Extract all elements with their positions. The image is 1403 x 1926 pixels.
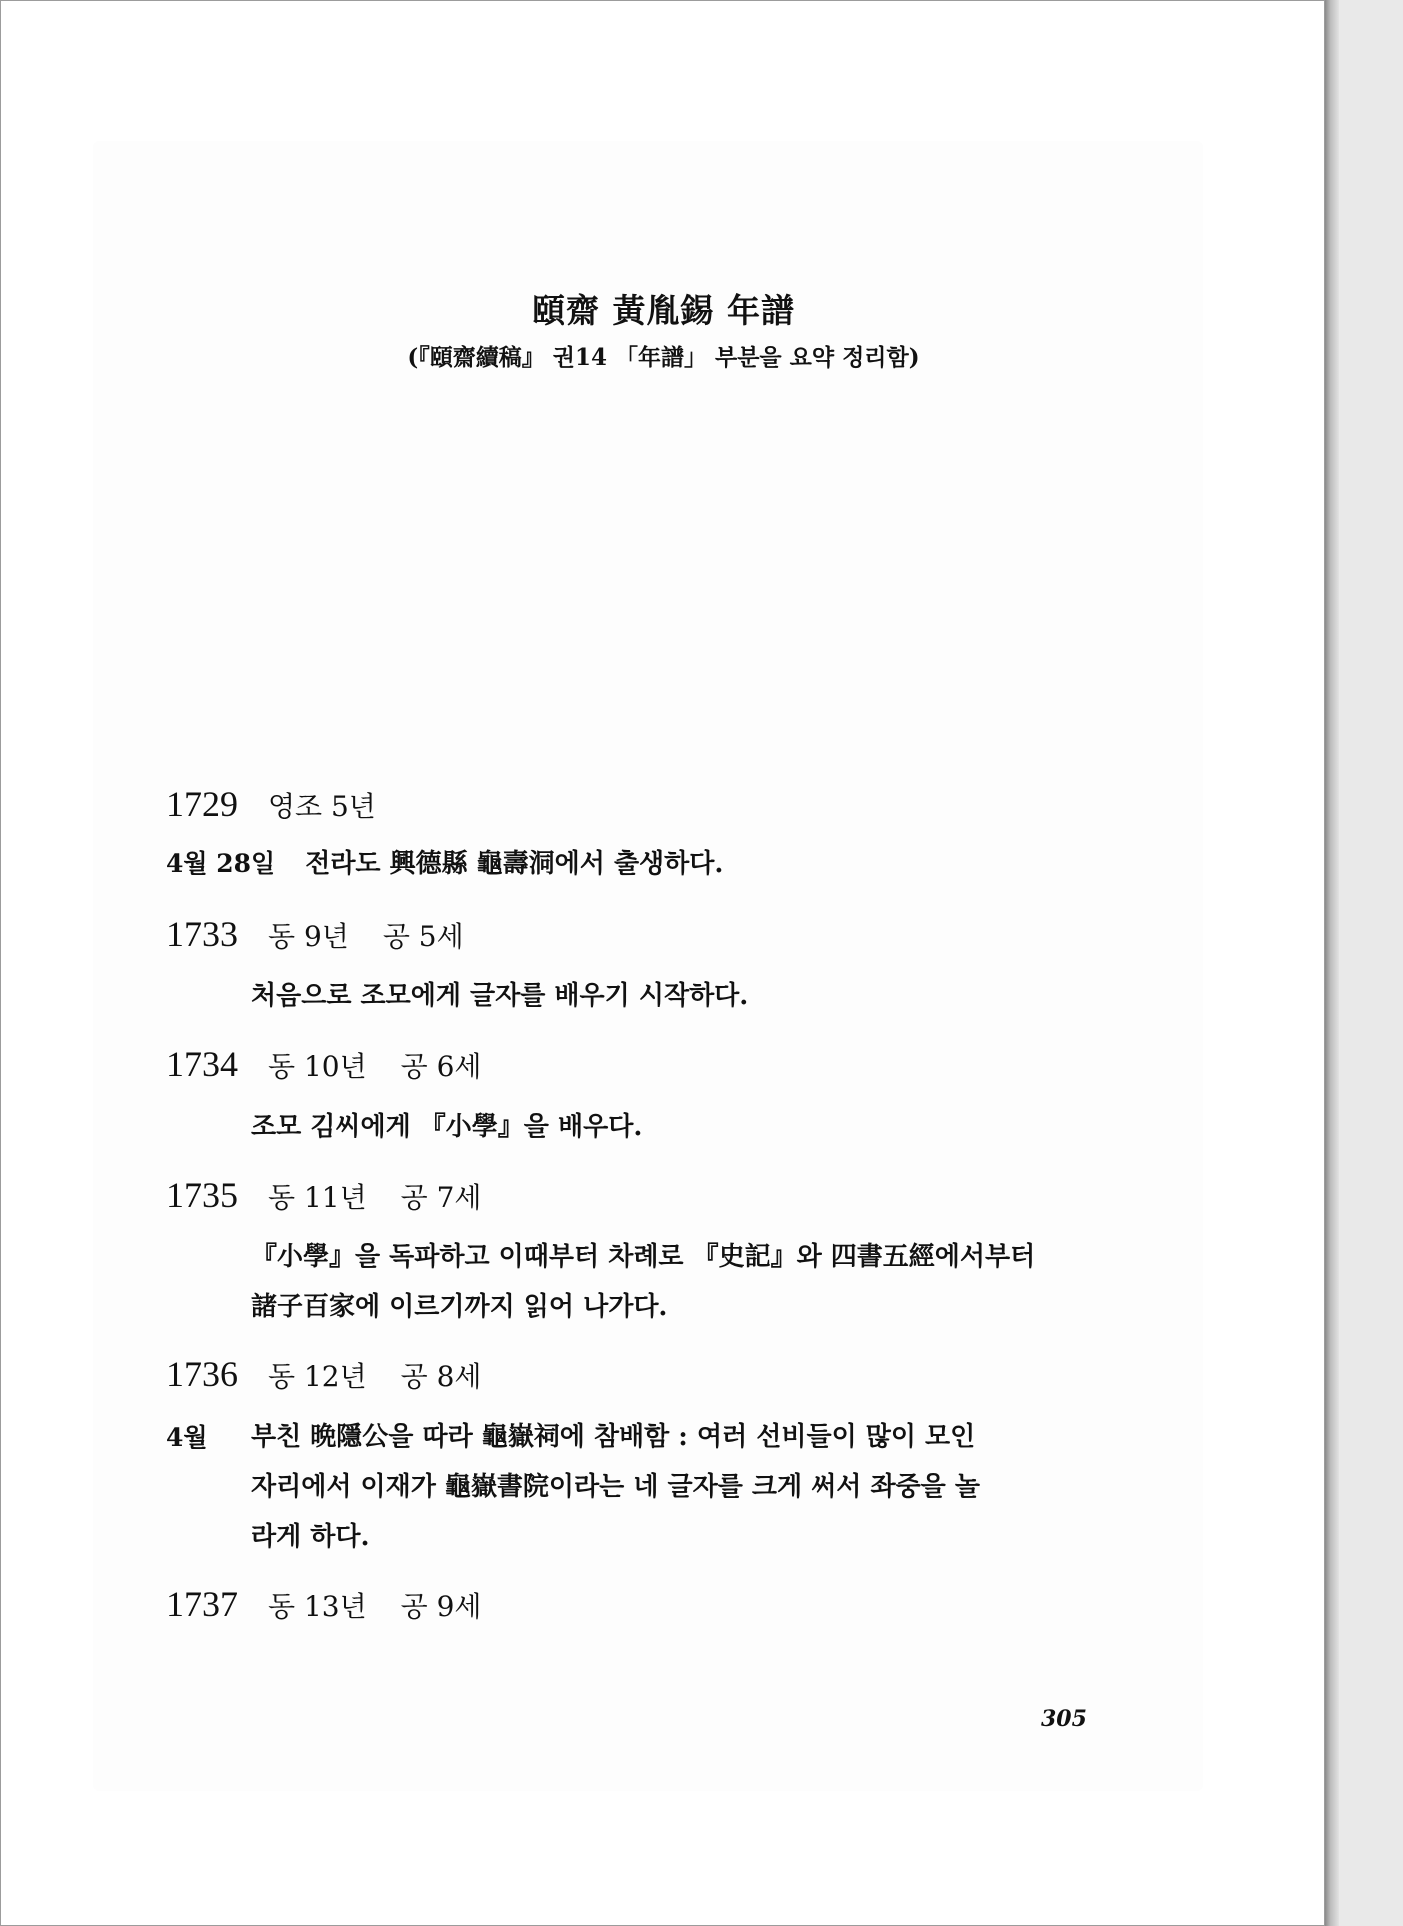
entry-heading: [166, 783, 410, 825]
entry-line: [166, 843, 723, 880]
entry-year: 1734: [166, 1044, 238, 1084]
entry-text: 처음으로 조모에게 글자를 배우기 시작하다.: [251, 981, 749, 1011]
entry-text: 諸子百家에 이르기까지 읽어 나가다.: [251, 1292, 668, 1322]
entry-year: 1729: [166, 784, 238, 824]
entry-text: 라게 하다.: [251, 1522, 370, 1552]
entry-heading: [166, 1174, 515, 1216]
page-title: 頤齋 黃胤錫 年譜: [532, 291, 795, 330]
entry-reign: 동 10년: [268, 1050, 367, 1083]
entry-reign: 동 12년: [268, 1360, 367, 1393]
entry-text: 『小學』을 독파하고 이때부터 차례로 『史記』와 四書五經에서부터: [251, 1242, 1036, 1272]
entry-year: 1733: [166, 914, 238, 954]
entry-heading: [166, 1583, 515, 1625]
entry-reign: 영조 5년: [268, 790, 376, 823]
entry-text: 전라도 興德縣 龜壽洞에서 출생하다.: [305, 849, 724, 879]
page-edge-shadow: [1325, 0, 1339, 1926]
entry-age: 공 9세: [400, 1590, 482, 1623]
entry-month: 4월 28일: [166, 849, 276, 878]
page-number: 305: [1041, 1706, 1087, 1732]
entry-heading: [166, 913, 498, 955]
entry-reign: 동 9년: [268, 920, 349, 953]
entry-text: 자리에서 이재가 龜嶽書院이라는 네 글자를 크게 써서 좌중을 놀: [251, 1472, 980, 1502]
entry-year: 1737: [166, 1584, 238, 1624]
entry-age: 공 8세: [400, 1360, 482, 1393]
entry-heading: [166, 1353, 515, 1395]
entry-year: 1736: [166, 1354, 238, 1394]
entry-age: 공 6세: [400, 1050, 482, 1083]
entry-age: 공 5세: [382, 920, 464, 953]
entry-month: 4월: [166, 1423, 208, 1452]
entry-text: 부친 晩隱公을 따라 龜嶽祠에 참배함 : 여러 선비들이 많이 모인: [251, 1422, 976, 1452]
entry-age: 공 7세: [400, 1181, 482, 1214]
page-subtitle: (『頤齋續稿』 권14 「年譜」 부분을 요약 정리함): [407, 344, 920, 371]
entry-heading: [166, 1043, 515, 1085]
entry-text: 조모 김씨에게 『小學』을 배우다.: [251, 1112, 643, 1142]
entry-reign: 동 13년: [268, 1590, 367, 1623]
entry-reign: 동 11년: [268, 1181, 367, 1214]
entry-year: 1735: [166, 1175, 238, 1215]
